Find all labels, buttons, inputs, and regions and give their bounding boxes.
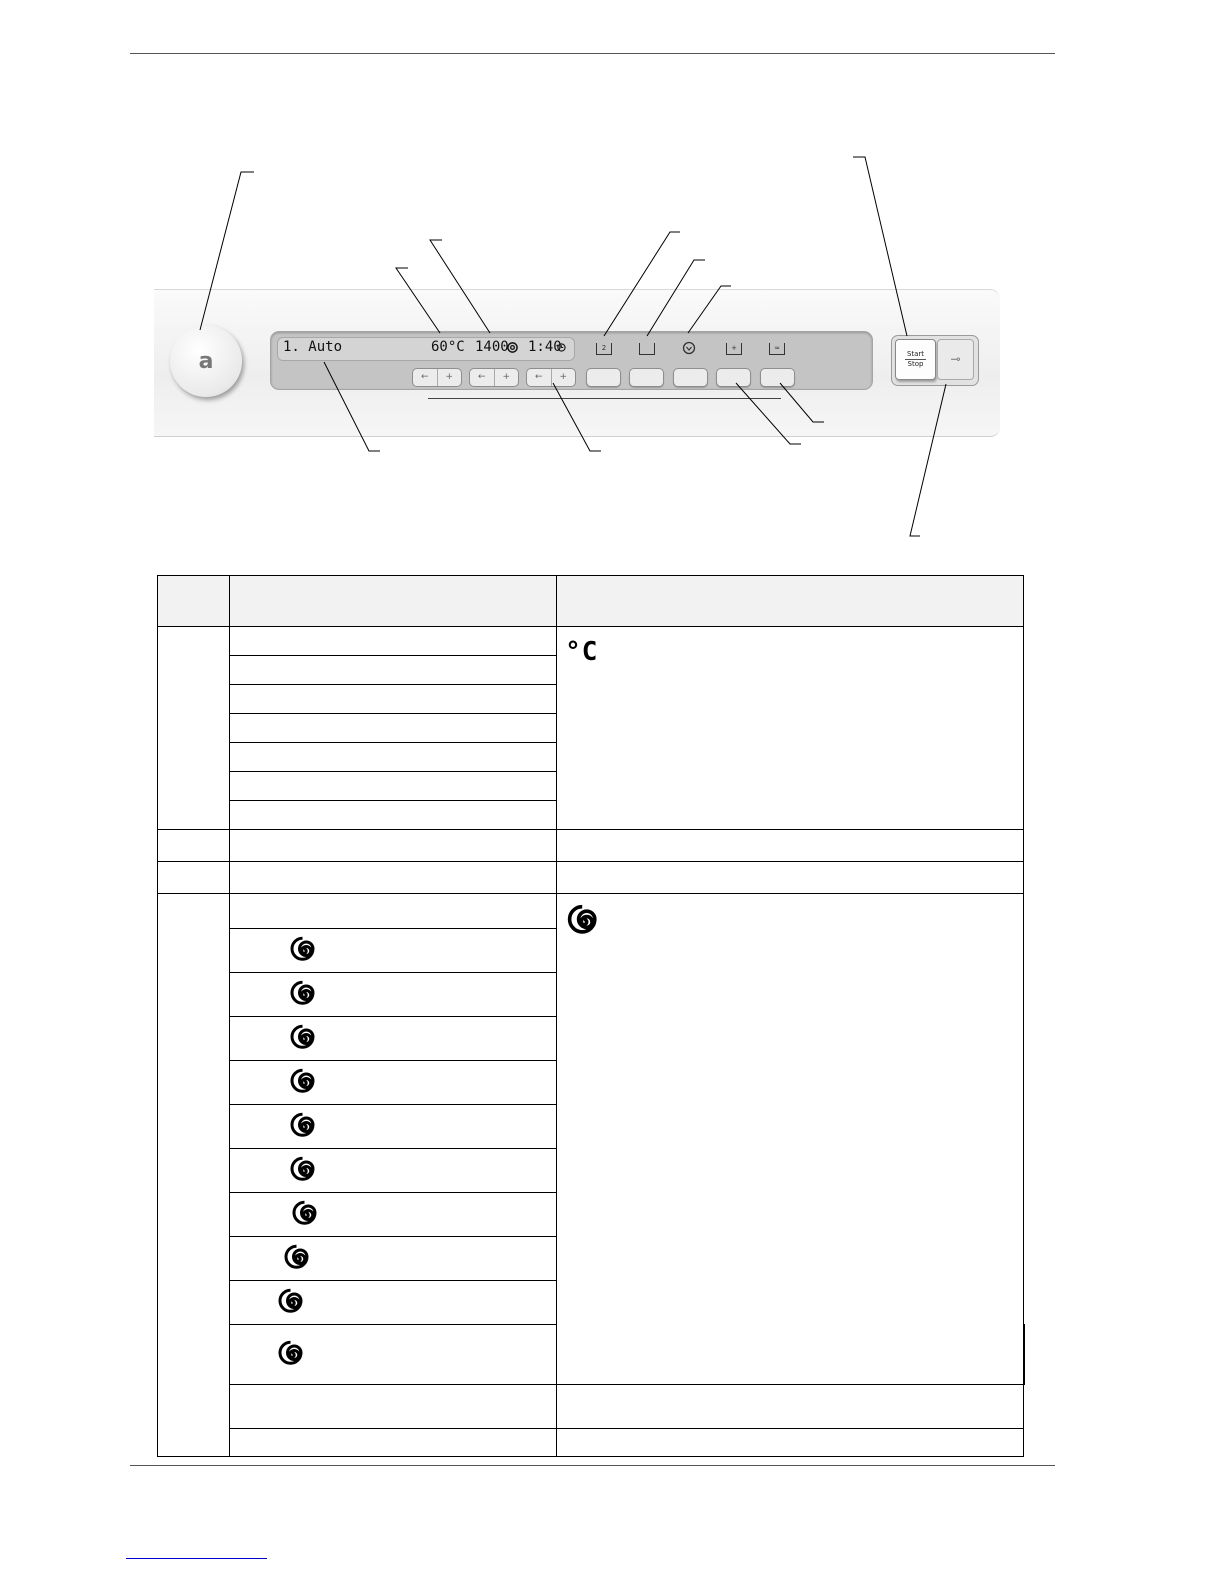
rinse-icon: ≈: [769, 343, 785, 355]
callout-spin-line: [430, 240, 490, 333]
reference-table: [157, 575, 1025, 1457]
callout-wash-line: [647, 260, 705, 336]
spiral-icon: [289, 936, 319, 966]
spin-increase-button[interactable]: +: [494, 369, 519, 386]
table-row: [158, 1429, 1025, 1457]
callout-start-line: [853, 157, 907, 336]
table-header-cell: [158, 576, 230, 627]
prewash-icon: 2: [596, 343, 612, 355]
spiral-icon: [291, 1200, 321, 1230]
table-row: [158, 830, 1025, 862]
callout-intensive-line: [736, 383, 801, 444]
spiral-icon: [289, 1068, 319, 1098]
table-row: [158, 894, 1025, 929]
table-header-row: [158, 576, 1025, 627]
callout-temperature-line: [396, 268, 440, 333]
spiral-icon: [283, 1244, 313, 1274]
intensive-icon: +: [726, 343, 742, 355]
spiral-icon: [565, 904, 603, 940]
key-icon: ⊸: [950, 352, 961, 366]
callout-rinse-line: [780, 383, 824, 422]
lcd-spin: 1400: [475, 339, 509, 355]
table-header-cell: [229, 576, 556, 627]
table-row: [158, 862, 1025, 894]
stop-label: Stop: [907, 360, 924, 368]
table-row: [158, 627, 1025, 656]
time-decrease-button[interactable]: ←: [534, 372, 543, 382]
callout-prewash-line: [604, 232, 680, 336]
callout-knob-line: [200, 172, 254, 330]
callout-quick-line: [688, 286, 731, 333]
spiral-icon: [289, 1112, 319, 1142]
spiral-icon: [289, 980, 319, 1010]
temperature-decrease-button[interactable]: ←: [420, 372, 429, 382]
footer-link-underline[interactable]: [126, 1558, 267, 1559]
lcd-time: 1:40: [528, 339, 562, 355]
table-row: [158, 1385, 1025, 1429]
temperature-increase-button[interactable]: +: [437, 369, 462, 386]
spiral-icon: [289, 1156, 319, 1186]
spiral-icon: [289, 1024, 319, 1054]
callout-program-line: [324, 362, 380, 451]
temperature-symbol: °C: [565, 637, 599, 667]
footer-rule: [130, 1465, 1055, 1466]
callout-lines: [0, 0, 1224, 560]
table-header-cell: [557, 576, 1024, 627]
brand-logo: a: [198, 348, 214, 374]
start-label: Start: [906, 350, 925, 358]
spin-decrease-button[interactable]: ←: [477, 372, 486, 382]
callout-key-line: [910, 384, 946, 536]
spin-description-cell: [557, 894, 1024, 1385]
temperature-description-cell: [557, 627, 1024, 830]
lcd-temperature: 60°C: [431, 339, 465, 355]
spiral-icon: [277, 1340, 307, 1370]
time-increase-button[interactable]: +: [551, 369, 576, 386]
spiral-icon: [277, 1288, 307, 1318]
callout-time-line: [553, 383, 601, 451]
lcd-program: 1. Auto: [283, 339, 343, 355]
